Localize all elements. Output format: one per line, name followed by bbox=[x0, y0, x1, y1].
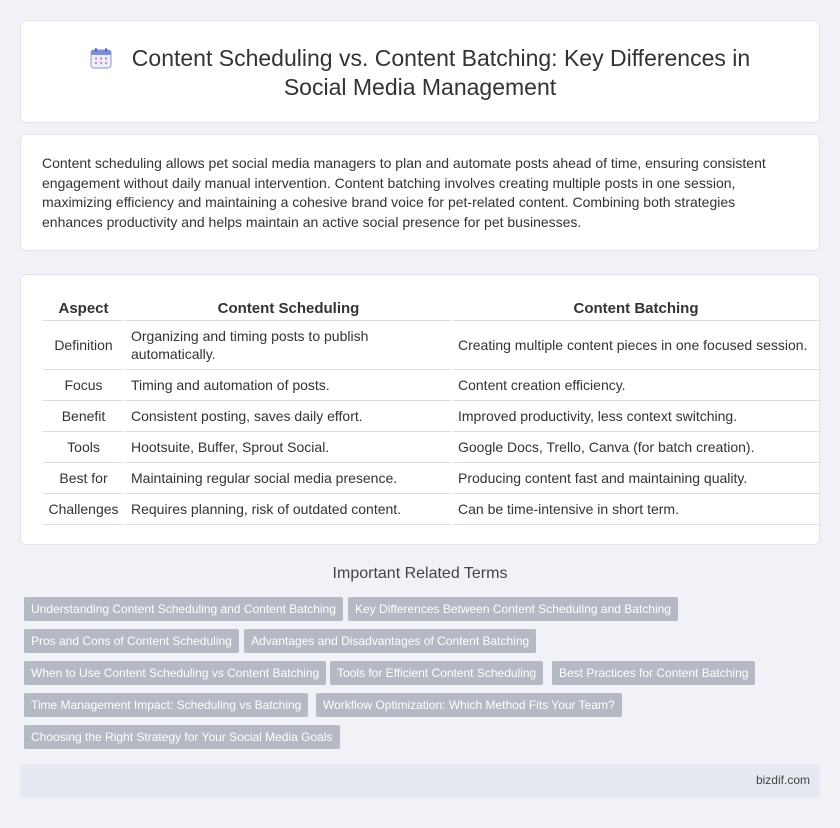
row-aspect: Best for bbox=[43, 462, 125, 493]
row-scheduling: Requires planning, risk of outdated content. bbox=[125, 493, 452, 524]
comparison-table-card bbox=[20, 274, 820, 545]
table-row bbox=[43, 431, 819, 462]
footer-brand[interactable]: bizdif.com bbox=[755, 773, 810, 787]
page-title-wrap bbox=[21, 44, 819, 102]
related-term-tag[interactable]: Best Practices for Content Batching bbox=[552, 661, 755, 685]
related-term-tag[interactable]: Time Management Impact: Scheduling vs Batching bbox=[24, 693, 308, 717]
related-terms-title: Important Related Terms bbox=[332, 565, 508, 582]
row-aspect: Definition bbox=[43, 320, 125, 369]
row-batching: Google Docs, Trello, Canva (for batch creation). bbox=[452, 431, 819, 462]
row-batching: Can be time-intensive in short term. bbox=[452, 493, 819, 524]
row-aspect: Challenges bbox=[43, 493, 125, 524]
header-content-scheduling: Content Scheduling bbox=[125, 295, 452, 320]
row-scheduling: Hootsuite, Buffer, Sprout Social. bbox=[125, 431, 452, 462]
related-term-tag[interactable]: Key Differences Between Content Scheduling and Batching bbox=[348, 597, 678, 621]
header-aspect: Aspect bbox=[43, 295, 125, 320]
related-term-tag[interactable]: Pros and Cons of Content Scheduling bbox=[24, 629, 239, 653]
table-row bbox=[43, 320, 819, 369]
row-aspect: Tools bbox=[43, 431, 125, 462]
header-card bbox=[20, 20, 820, 123]
related-term-tag[interactable]: Advantages and Disadvantages of Content Batching bbox=[244, 629, 536, 653]
row-aspect: Focus bbox=[43, 369, 125, 400]
table-row bbox=[43, 462, 819, 493]
related-term-tag[interactable]: When to Use Content Scheduling vs Content Batching bbox=[24, 661, 326, 685]
intro-paragraph: Content scheduling allows pet social media managers to plan and automate posts ahead of time, ensuring consistent engagement without daily manual intervention. Content batching involves creating multiple posts in one session, maximizing efficiency and maintaining a cohesive brand voice for pet-related content. Combining both strategies enhances productivity and helps maintain an active social presence for pet businesses. bbox=[42, 155, 766, 230]
page-title: Content Scheduling vs. Content Batching: Key Differences in Social Media Management bbox=[131, 45, 751, 100]
related-term-tag[interactable]: Workflow Optimization: Which Method Fits Your Team? bbox=[316, 693, 622, 717]
intro-card bbox=[20, 134, 820, 251]
row-batching: Creating multiple content pieces in one focused session. bbox=[452, 320, 819, 369]
calendar-icon bbox=[90, 47, 112, 69]
row-batching: Content creation efficiency. bbox=[452, 369, 819, 400]
row-scheduling: Maintaining regular social media presence. bbox=[125, 462, 452, 493]
related-term-tag[interactable]: Understanding Content Scheduling and Content Batching bbox=[24, 597, 343, 621]
row-scheduling: Organizing and timing posts to publish automatically. bbox=[125, 320, 452, 369]
related-term-tag[interactable]: Tools for Efficient Content Scheduling bbox=[330, 661, 543, 685]
row-scheduling: Consistent posting, saves daily effort. bbox=[125, 400, 452, 431]
table-row bbox=[43, 493, 819, 524]
table-row bbox=[43, 400, 819, 431]
table-header-row bbox=[43, 295, 819, 320]
header-content-batching: Content Batching bbox=[452, 295, 819, 320]
footer-bar bbox=[20, 764, 820, 798]
row-batching: Producing content fast and maintaining quality. bbox=[452, 462, 819, 493]
row-aspect: Benefit bbox=[43, 400, 125, 431]
related-term-tag[interactable]: Choosing the Right Strategy for Your Social Media Goals bbox=[24, 725, 340, 749]
row-batching: Improved productivity, less context switching. bbox=[452, 400, 819, 431]
row-scheduling: Timing and automation of posts. bbox=[125, 369, 452, 400]
comparison-table bbox=[43, 295, 819, 525]
table-row bbox=[43, 369, 819, 400]
